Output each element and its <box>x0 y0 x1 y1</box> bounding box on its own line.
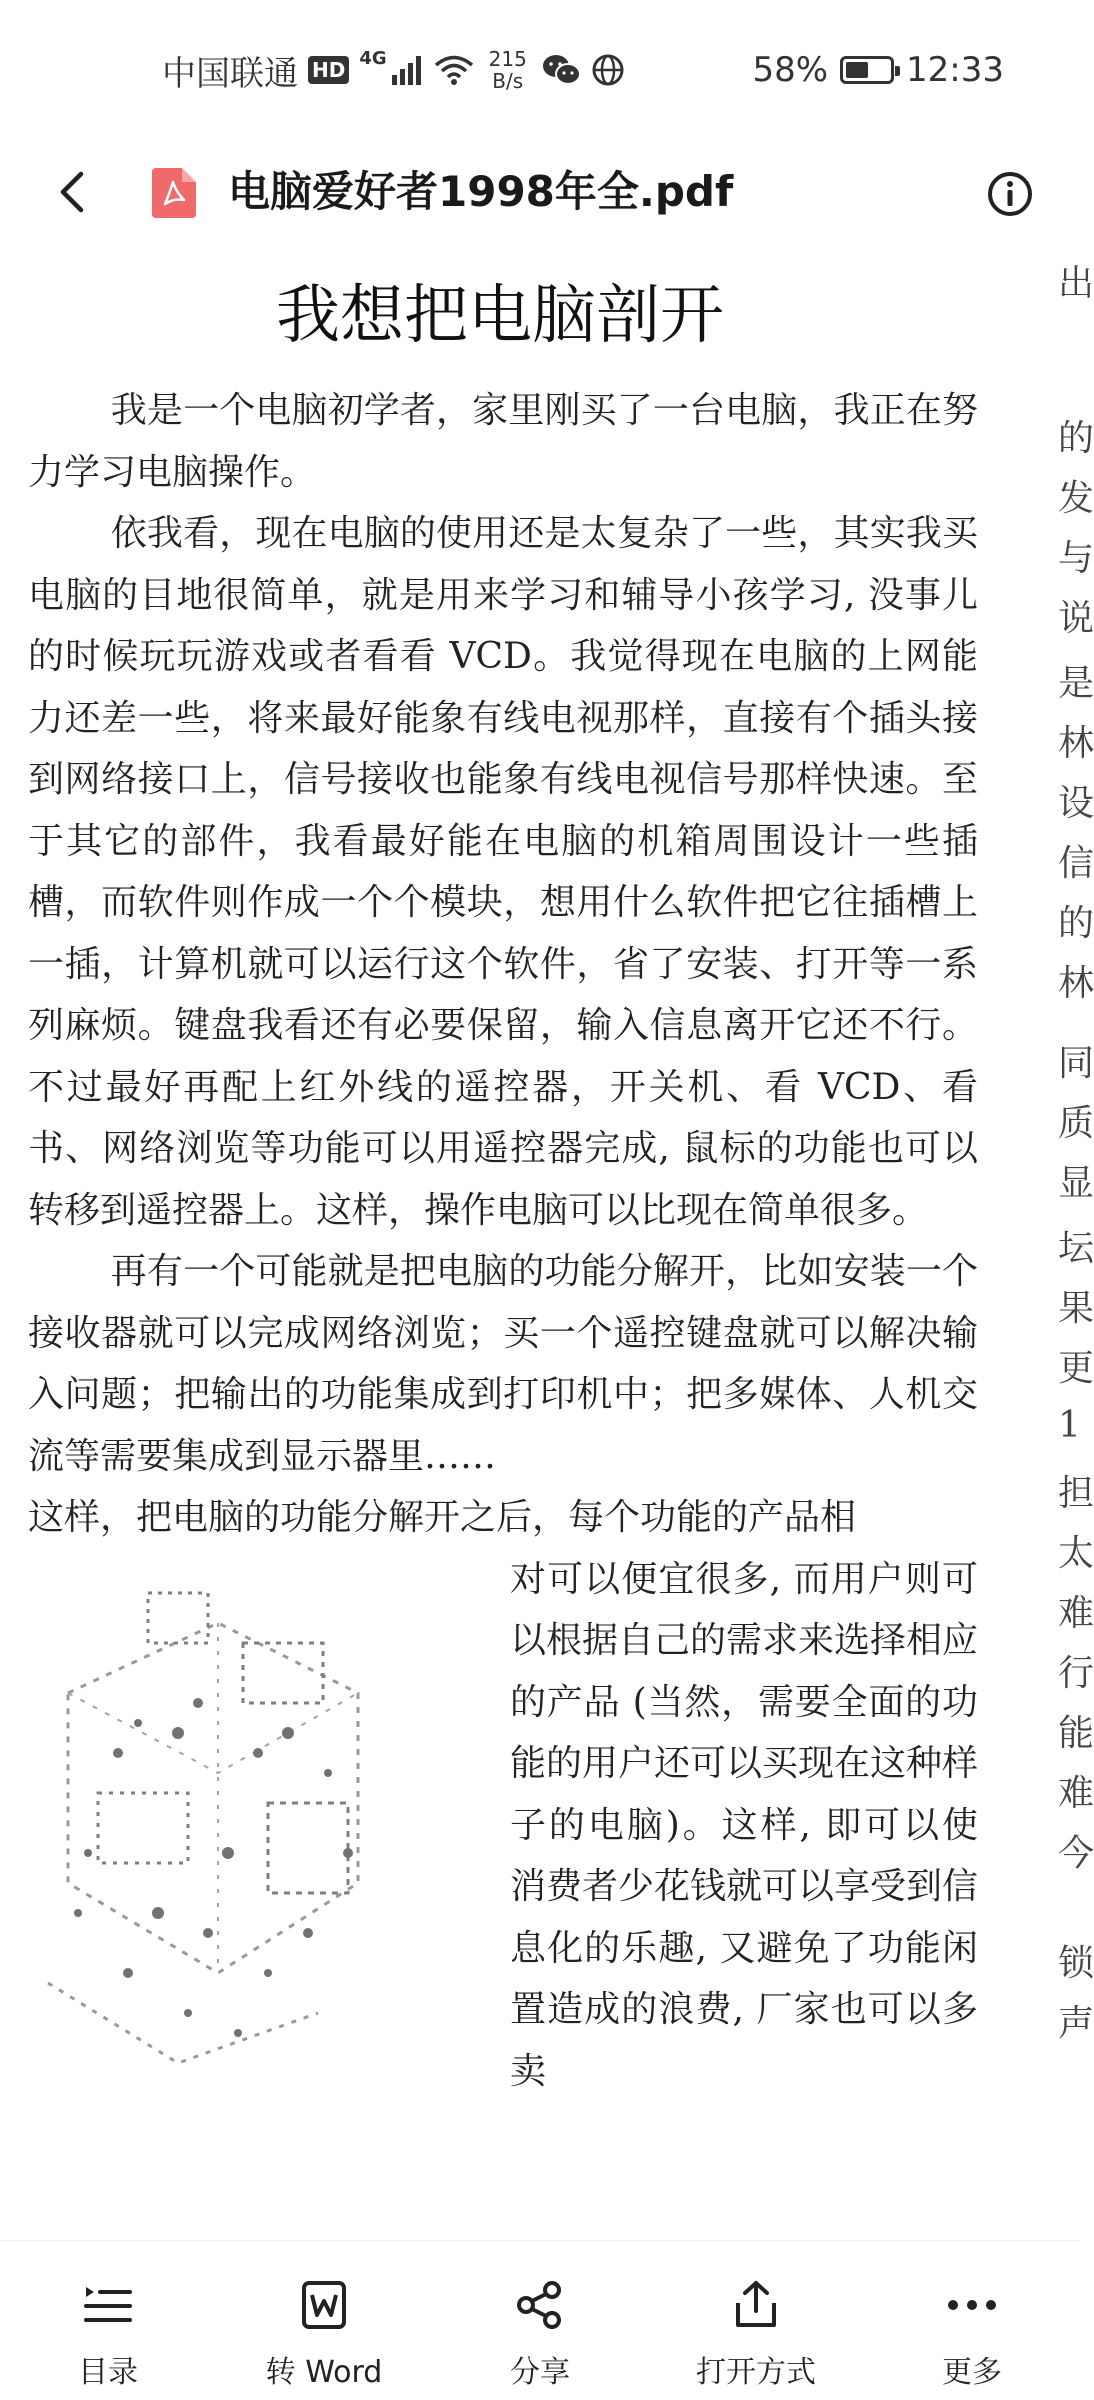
share-label: 分享 <box>510 2355 570 2390</box>
status-left <box>162 46 625 94</box>
next-page-char: 声 <box>1058 2003 1094 2044</box>
info-button[interactable] <box>980 164 1040 224</box>
computer-illustration <box>28 1553 498 2113</box>
paragraph-3-line: 这样，把电脑的功能分解开之后，每个功能的产品相 <box>28 1497 857 1538</box>
next-page-char: 显 <box>1058 1163 1094 1204</box>
toc-label: 目录 <box>78 2355 138 2390</box>
status-right <box>752 46 1004 94</box>
next-page-char: 质 <box>1058 1103 1094 1144</box>
toc-button[interactable] <box>0 2241 216 2400</box>
next-page-edge <box>1058 245 1094 2245</box>
paragraph-1: 我是一个电脑初学者，家里刚买了一台电脑，我正在努力学习电脑操作。 <box>28 390 978 493</box>
more-icon <box>944 2277 1000 2333</box>
wifi-icon <box>433 54 475 86</box>
cellular-signal-icon <box>391 55 423 85</box>
next-page-char: 的 <box>1058 418 1094 459</box>
next-page-char: 林 <box>1058 963 1094 1004</box>
next-page-char: 担 <box>1058 1473 1094 1514</box>
info-icon <box>986 170 1034 218</box>
article-title: 我想把电脑剖开 <box>276 279 724 353</box>
next-page-char: 今 <box>1058 1833 1094 1874</box>
next-page-char: 能 <box>1058 1713 1094 1754</box>
next-page-char: 信 <box>1058 843 1094 884</box>
wechat-icon <box>541 53 581 87</box>
paragraph-3-wrapped-text: 对可以便宜很多, 而用户则可以根据自己的需求来选择相应的产品 (当然，需要全面的功能的用户还可以买现在这种样子的电脑)。这样, 即可以使消费者少花钱就可以享受到信息化的乐趣, 又避免了功能闲置造成的浪费, 厂家也可以多卖 <box>510 1558 979 2092</box>
share-icon <box>512 2277 568 2333</box>
app-bar <box>0 140 1080 245</box>
next-page-char: 太 <box>1058 1533 1094 1574</box>
next-page-char: 的 <box>1058 903 1094 944</box>
more-button[interactable] <box>864 2241 1080 2400</box>
paragraph-2: 依我看，现在电脑的使用还是太复杂了一些，其实我买电脑的目地很简单，就是用来学习和辅导小孩学习, 没事儿的时候玩玩游戏或者看看 VCD。我觉得现在电脑的上网能力还差一些，将来最好能象有线电视那样，直接有个插头接到网络接口上，信号接收也能象有线电视信号那样快速。至于其它的部件，我看最好能在电脑的机箱周围设计一些插槽，而软件则作成一个个模块，想用什么软件把它往插槽上一插，计算机就可以运行这个软件，省了安装、打开等一系列麻烦。键盘我看还有必要保留，输入信息离开它还不行。不过最好再配上红外线的遥控器，开关机、看 VCD、看书、网络浏览等功能可以用遥控器完成, 鼠标的功能也可以转移到遥控器上。这样，操作电脑可以比现在简单很多。 <box>28 513 978 1231</box>
article-body <box>28 380 978 2113</box>
network-speed <box>489 48 527 92</box>
next-page-char: 难 <box>1058 1593 1094 1634</box>
open-with-button[interactable] <box>648 2241 864 2400</box>
next-page-char: 锁 <box>1058 1943 1094 1984</box>
open-with-icon <box>728 2277 784 2333</box>
next-page-char: 1 <box>1058 1405 1081 1446</box>
next-page-char: 设 <box>1058 783 1094 824</box>
hd-badge: HD <box>308 56 349 84</box>
document-title: 电脑爱好者1998年全.pdf <box>228 167 734 216</box>
next-page-char: 更 <box>1058 1348 1094 1389</box>
next-page-char: 发 <box>1058 478 1094 519</box>
clock: 12:33 <box>906 50 1004 90</box>
open-with-label: 打开方式 <box>696 2355 816 2390</box>
next-page-char: 坛 <box>1058 1228 1094 1269</box>
status-bar <box>0 0 1080 140</box>
next-page-char: 林 <box>1058 723 1094 764</box>
back-button[interactable] <box>40 160 104 224</box>
next-page-char: 出 <box>1058 263 1094 304</box>
word-convert-icon <box>296 2277 352 2333</box>
battery-icon <box>840 56 894 84</box>
globe-icon <box>591 53 625 87</box>
pdf-file-icon <box>152 168 196 218</box>
battery-percent: 58% <box>752 50 829 90</box>
network-speed-unit: B/s <box>492 69 524 93</box>
share-button[interactable] <box>432 2241 648 2400</box>
more-label: 更多 <box>942 2355 1002 2390</box>
convert-word-label: 转 Word <box>265 2355 383 2390</box>
network-speed-value: 215 <box>488 47 527 71</box>
next-page-char: 同 <box>1058 1043 1094 1084</box>
network-type: 4G <box>359 48 387 69</box>
next-page-char: 说 <box>1058 598 1094 639</box>
chevron-left-icon <box>57 170 87 214</box>
convert-word-button[interactable] <box>216 2241 432 2400</box>
carrier-name: 中国联通 <box>162 53 298 94</box>
battery-fill <box>846 62 868 78</box>
next-page-char: 难 <box>1058 1773 1094 1814</box>
bottom-toolbar <box>0 2240 1080 2400</box>
list-icon <box>80 2277 136 2333</box>
next-page-char: 果 <box>1058 1288 1094 1329</box>
paragraph-3: 再有一个可能就是把电脑的功能分解开，比如安装一个接收器就可以完成网络浏览；买一个遥控键盘就可以解决输入问题；把输出的功能集成到打印机中；把多媒体、人机交流等需要集成到显示器里…… <box>28 1251 978 1477</box>
next-page-char: 与 <box>1058 538 1094 579</box>
pdf-page-viewport[interactable] <box>0 245 1094 2245</box>
next-page-char: 行 <box>1058 1653 1094 1694</box>
next-page-char: 是 <box>1058 663 1094 704</box>
